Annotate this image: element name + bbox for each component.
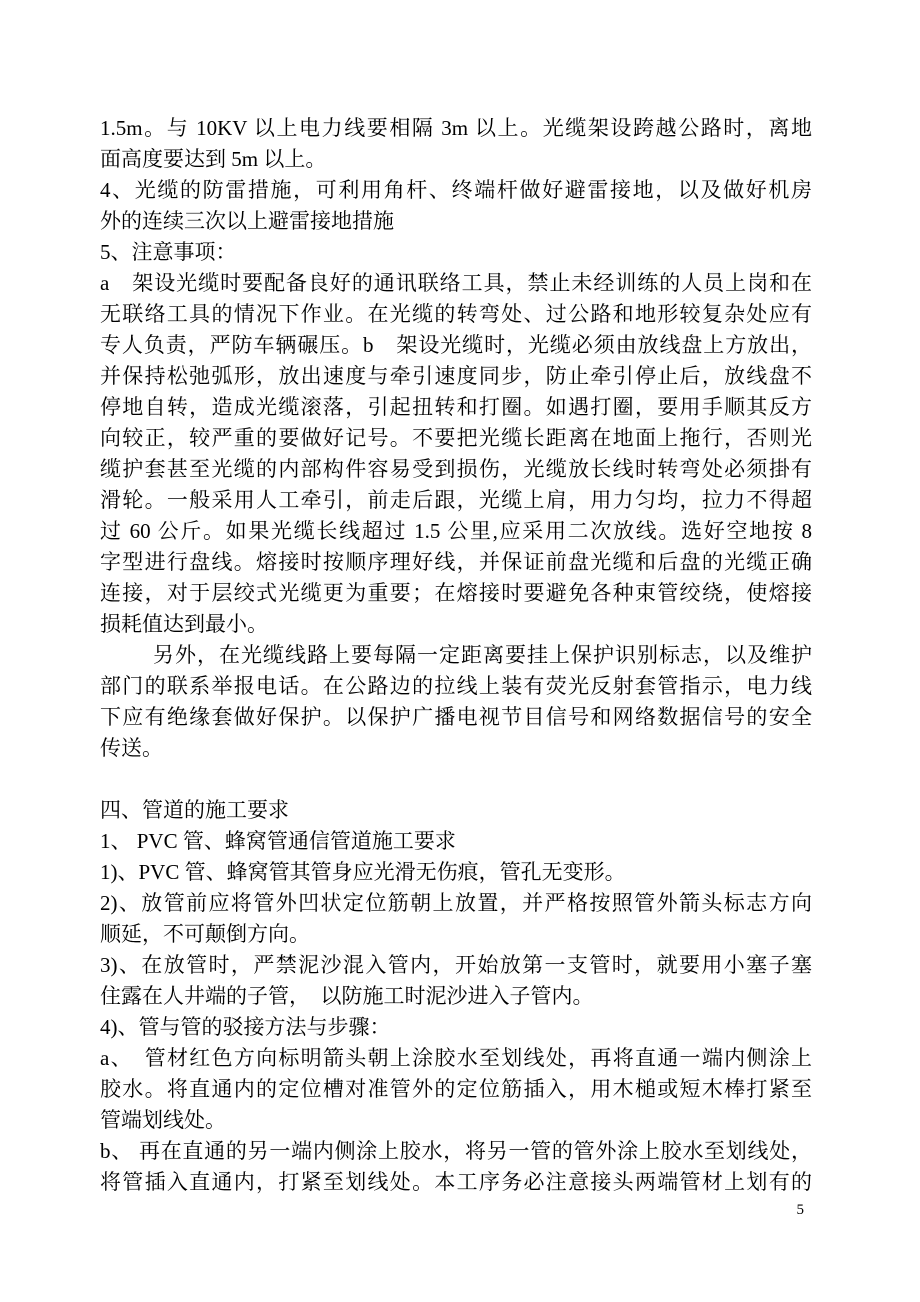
text-line: 面高度要达到 5m 以上。 bbox=[100, 147, 327, 171]
document-body bbox=[100, 113, 812, 1198]
text-line: 专人负责，严防车辆碾压。b 架设光缆时，光缆必须由放线盘上方放出， bbox=[100, 333, 812, 357]
text-line: 连接，对于层绞式光缆更为重要；在熔接时要避免各种束管绞绕，使熔接 bbox=[100, 581, 812, 605]
text-line: 停地自转，造成光缆滚落，引起扭转和打圈。如遇打圈，要用手顺其反方 bbox=[100, 395, 812, 419]
text-line: 四、管道的施工要求 bbox=[100, 798, 289, 822]
text-line: 5、注意事项： bbox=[100, 240, 237, 264]
text-line: 缆护套甚至光缆的内部构件容易受到损伤，光缆放长线时转弯处必须掛有 bbox=[100, 457, 812, 481]
text-line: b、 再在直通的另一端内侧涂上胶水，将另一管的管外涂上胶水至划线处， bbox=[100, 1139, 812, 1163]
text-line: 损耗值达到最小。 bbox=[100, 612, 268, 636]
text-line: a 架设光缆时要配备良好的通讯联络工具，禁止未经训练的人员上岗和在 bbox=[100, 271, 812, 295]
text-line: 下应有绝缘套做好保护。以保护广播电视节目信号和网络数据信号的安全 bbox=[100, 705, 812, 729]
text-line: 滑轮。一般采用人工牵引，前走后跟，光缆上肩，用力匀均，拉力不得超 bbox=[100, 488, 812, 512]
text-line: 字型进行盘线。熔接时按顺序理好线，并保证前盘光缆和后盘的光缆正确 bbox=[100, 550, 812, 574]
text-line: 2)、放管前应将管外凹状定位筋朝上放置，并严格按照管外箭头标志方向 bbox=[100, 891, 812, 915]
text-line: 1)、PVC 管、蜂窝管其管身应光滑无伤痕，管孔无变形。 bbox=[100, 860, 626, 884]
text-line: 另外，在光缆线路上要每隔一定距离要挂上保护识别标志，以及维护 bbox=[153, 643, 812, 667]
text-line: 外的连续三次以上避雷接地措施 bbox=[100, 209, 394, 233]
text-line: 传送。 bbox=[100, 736, 163, 760]
text-line: 胶水。将直通内的定位槽对准管外的定位筋插入，用木槌或短木棒打紧至 bbox=[100, 1077, 812, 1101]
text-line: 顺延，不可颠倒方向。 bbox=[100, 922, 310, 946]
text-line: 3)、在放管时，严禁泥沙混入管内，开始放第一支管时，就要用小塞子塞 bbox=[100, 953, 812, 977]
text-line: 4)、管与管的驳接方法与步骤： bbox=[100, 1015, 391, 1039]
text-line: 将管插入直通内，打紧至划线处。本工序务必注意接头两端管材上划有的 bbox=[100, 1170, 812, 1194]
text-line: 管端划线处。 bbox=[100, 1108, 226, 1132]
text-line: 无联络工具的情况下作业。在光缆的转弯处、过公路和地形较复杂处应有 bbox=[100, 302, 812, 326]
text-line: 并保持松弛弧形，放出速度与牵引速度同步，防止牵引停止后，放线盘不 bbox=[100, 364, 812, 388]
text-line: 1.5m。与 10KV 以上电力线要相隔 3m 以上。光缆架设跨越公路时，离地 bbox=[100, 116, 812, 140]
text-line: 部门的联系举报电话。在公路边的拉线上装有荧光反射套管指示，电力线 bbox=[100, 674, 812, 698]
text-line: a、 管材红色方向标明箭头朝上涂胶水至划线处，再将直通一端内侧涂上 bbox=[100, 1046, 812, 1070]
text-line: 向较正，较严重的要做好记号。不要把光缆长距离在地面上拖行，否则光 bbox=[100, 426, 812, 450]
text-line: 1、 PVC 管、蜂窝管通信管道施工要求 bbox=[100, 829, 456, 853]
blank-line bbox=[100, 764, 812, 795]
text-line: 住露在人井端的子管， 以防施工时泥沙进入子管内。 bbox=[100, 984, 594, 1008]
text-line: 过 60 公斤。如果光缆长线超过 1.5 公里,应采用二次放线。选好空地按 8 bbox=[100, 519, 812, 543]
page-number: 5 bbox=[796, 1202, 804, 1218]
text-line: 4、光缆的防雷措施，可利用角杆、终端杆做好避雷接地，以及做好机房 bbox=[100, 178, 812, 202]
